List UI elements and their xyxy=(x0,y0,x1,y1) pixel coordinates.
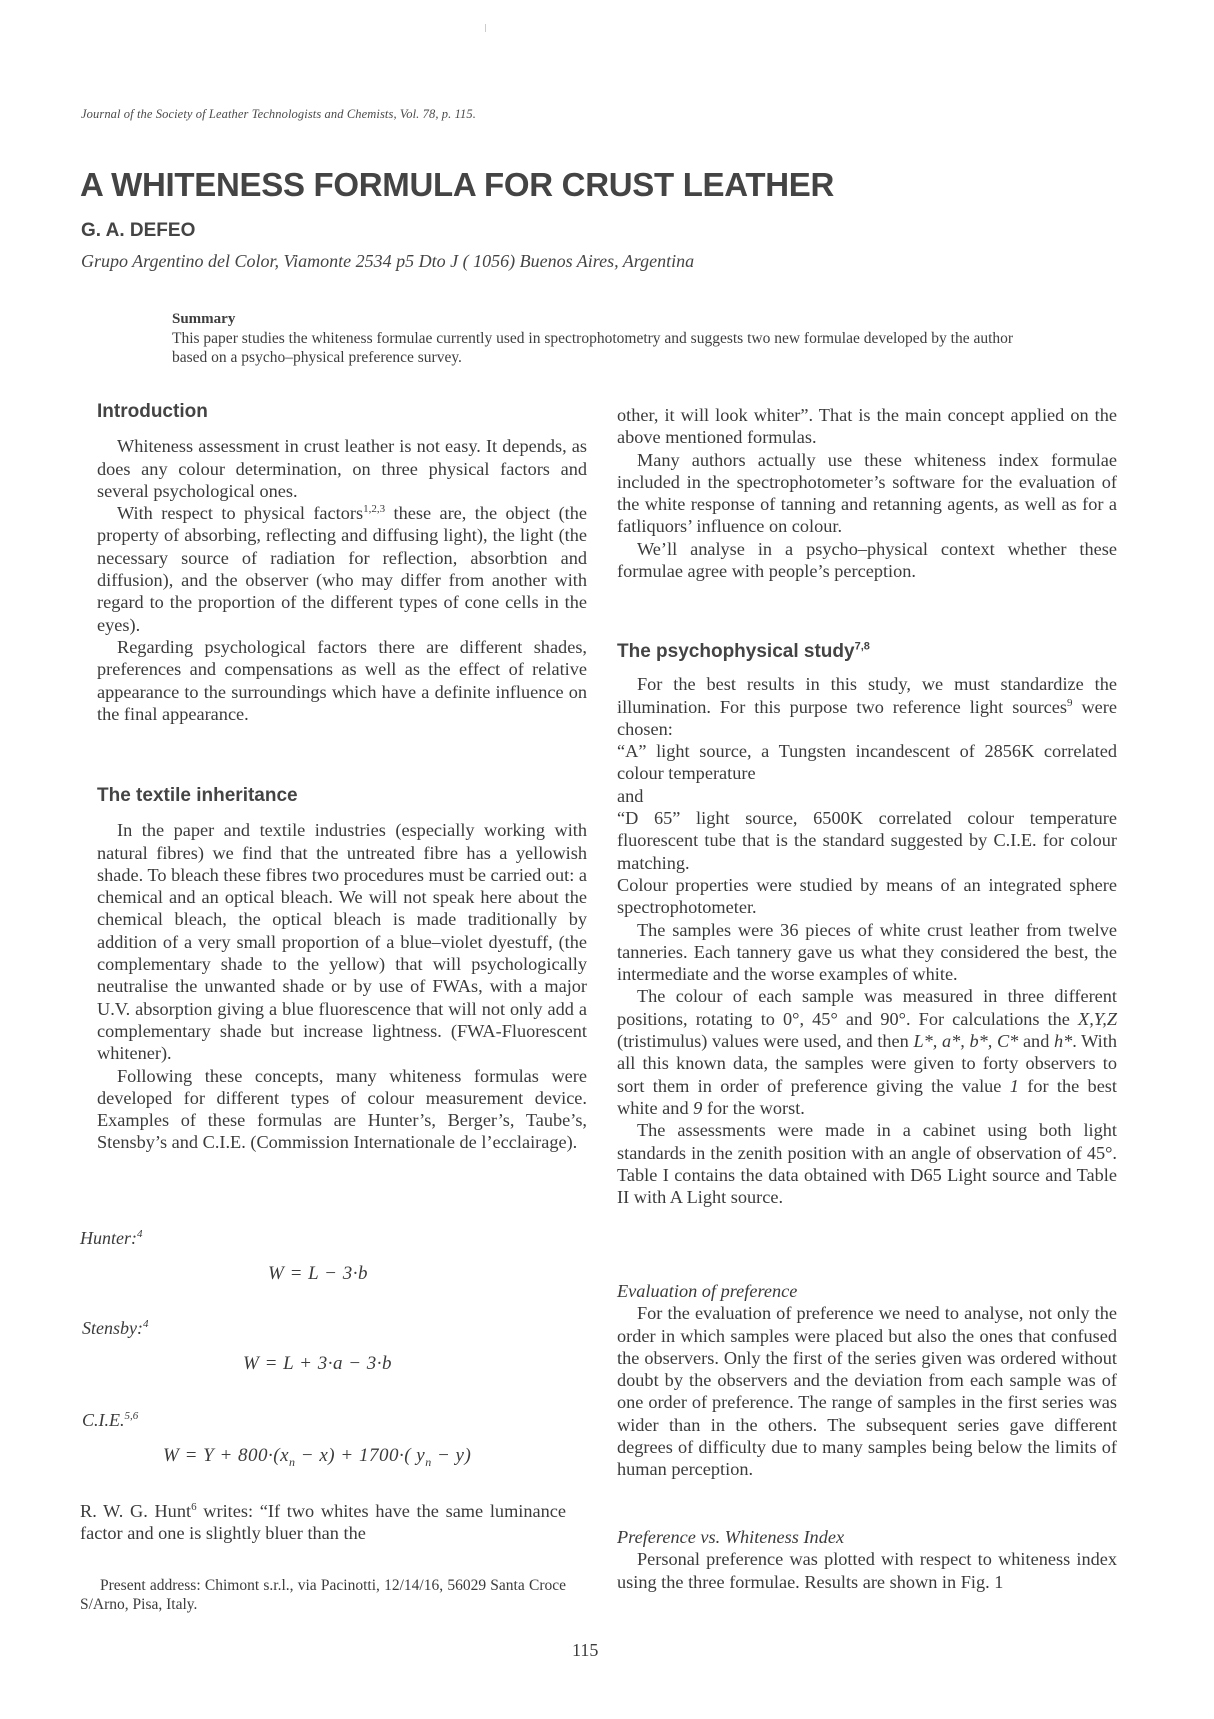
introduction-heading: Introduction xyxy=(97,401,208,422)
stensby-label: Stensby:$^4$ xyxy=(82,1318,149,1338)
psychophysical-section xyxy=(617,641,1117,1208)
psychophysical-paragraph-4: The assessments were made in a cabinet using both light standards in the zenith position with an angle of observation of 45°. Table I contains the data obtained with D65 Light source and Table II with A Light source. xyxy=(617,1120,1117,1208)
summary-block xyxy=(172,310,1052,367)
continuation-section xyxy=(617,404,1117,582)
summary-text: This paper studies the whiteness formulae currently used in spectrophotometry and suggests two new formulae developed by the author based on a psycho–physical preference survey. xyxy=(172,330,1014,366)
textile-paragraph-1: In the paper and textile industries (especially working with natural fibres) we find that the untreated fibre has a yellowish shade. To bleach these fibres two procedures must be carried out: a chemical and an optical bleach. We will not speak here about the chemical bleach, the optical bleach is made traditionally by addition of a very small proportion of a blue–violet dyestuff, (the complementary shade to the yellow) that will psychologically neutralise the unwanted shade or by use of FWAs, with a major U.V. absorption giving a blue fluorescence that will not only add a complementary shade but increase lightness. (FWA-Fluorescent whitener). xyxy=(97,820,587,1064)
author-affiliation: Grupo Argentino del Color, Viamonte 2534 p5 Dto J ( 1056) Buenos Aires, Argentina xyxy=(81,251,695,271)
stensby-formula: W = L + 3·a − 3·b xyxy=(243,1353,393,1374)
summary-heading: Summary xyxy=(172,311,236,327)
article-author: G. A. DEFEO xyxy=(81,220,196,241)
cie-label: C.I.E.$^{5,6}$ xyxy=(82,1410,139,1430)
hunt-quote: R. W. G. Hunt$^6$ writes: “If two whites have the same luminance factor and one is slightly bluer than the xyxy=(80,1500,566,1544)
psychophysical-paragraph-2: The samples were 36 pieces of white crust leather from twelve tanneries. Each tannery gave us what they considered the best, the intermediate and the worse examples of white. xyxy=(617,919,1117,985)
introduction-paragraph-3: Regarding psychological factors there are different shades, preferences and compensations as well as the effect of relative appearance to the surroundings which have a definite influence on the final appearance. xyxy=(97,636,587,724)
introduction-paragraph-1: Whiteness assessment in crust leather is not easy. It depends, as does any colour determination, on three physical factors and several psychological ones. xyxy=(97,436,587,501)
textile-paragraph-2: Following these concepts, many whiteness formulas were developed for different types of colour measurement device. Examples of these formulas are Hunter’s, Berger’s, Taube’s, Stensby’s and C.I.E. (Commission Internationale de l’ecclairage). xyxy=(97,1065,587,1153)
evaluation-section xyxy=(617,1280,1117,1481)
psychophysical-heading: The psychophysical study$^{7,8}$ xyxy=(617,640,870,662)
journal-citation: Journal of the Society of Leather Technologists and Chemists, Vol. 78, p. 115. xyxy=(81,107,476,121)
light-source-a: “A” light source, a Tungsten incandescent of 2856K correlated colour temperature xyxy=(617,741,1117,784)
cie-formula: $W = Y + 800\cdot(x_n - x) + 1700\cdot$( $y_n - y$) xyxy=(163,1445,472,1469)
continuation-paragraph-1: other, it will look whiter”. That is the main concept applied on the above mentioned formulas. xyxy=(617,405,1117,448)
evaluation-heading: Evaluation of preference xyxy=(617,1281,798,1301)
preference-heading: Preference vs. Whiteness Index xyxy=(617,1527,845,1547)
page-number: 115 xyxy=(572,1640,599,1660)
light-source-and: and xyxy=(617,785,644,806)
textile-section xyxy=(97,785,587,1154)
preference-paragraph: Personal preference was plotted with respect to whiteness index using the three formulae. Results are shown in Fig. 1 xyxy=(617,1549,1117,1592)
light-source-d65: “D 65” light source, 6500K correlated colour temperature fluorescent tube that is the standard suggested by C.I.E. for colour matching. xyxy=(617,808,1117,873)
psychophysical-paragraph-1: For the best results in this study, we must standardize the illumination. For this purpose two reference light sources$^9$ were chosen: xyxy=(617,674,1117,739)
citation-superscript: 1,2,3 xyxy=(363,503,386,516)
introduction-paragraph-2: With respect to physical factors$^{1,2,3}$ these are, the object (the property of absorbing, reflecting and diffusing light), the light (the necessary source of radiation for reflection, absorbtion and diffusion), and the observer (who may differ from another with regard to the proportion of the different types of cone cells in the eyes). xyxy=(97,503,587,635)
introduction-section xyxy=(97,401,587,725)
hunter-label: Hunter:$^4$ xyxy=(80,1228,143,1248)
continuation-paragraph-3: We’ll analyse in a psycho–physical context whether these formulae agree with people’s perception. xyxy=(617,538,1117,582)
psychophysical-paragraph-3: The colour of each sample was measured in three different positions, rotating to 0°, 45° and 90°. For calculations the X,Y,Z (tristimulus) values were used, and then L*, a*, b*, C* and h*. With all this known data, the samples were given to forty observers to sort them in order of preference giving the value 1 for the best white and 9 for the worst. xyxy=(617,986,1118,1118)
article-title: A WHITENESS FORMULA FOR CRUST LEATHER xyxy=(80,166,834,203)
footnote: Present address: Chimont s.r.l., via Pacinotti, 12/14/16, 56029 Santa Croce S/Arno, Pisa, Italy. xyxy=(80,1577,566,1613)
evaluation-paragraph: For the evaluation of preference we need to analyse, not only the order in which samples were placed but also the ones that confused the observers. Only the first of the series given was ordered without doubt by the observers and the deviation from each sample was of one order of preference. The range of samples in the first series was wider than in the others. The subsequent series gave different degrees of difficulty due to many samples being below the limits of human perception. xyxy=(617,1303,1117,1480)
hunter-formula: W = L − 3·b xyxy=(268,1263,368,1284)
continuation-paragraph-2: Many authors actually use these whiteness index formulae included in the spectrophotometer’s software for the evaluation of the white response of tanning and retanning agents, as well as for a fatliquors’ influence on colour. xyxy=(617,449,1117,537)
textile-heading: The textile inheritance xyxy=(97,785,298,806)
spectrophotometer-note: Colour properties were studied by means of an integrated sphere spectrophotometer. xyxy=(617,874,1117,918)
preference-section xyxy=(617,1526,1117,1593)
scan-artifact xyxy=(485,24,486,32)
